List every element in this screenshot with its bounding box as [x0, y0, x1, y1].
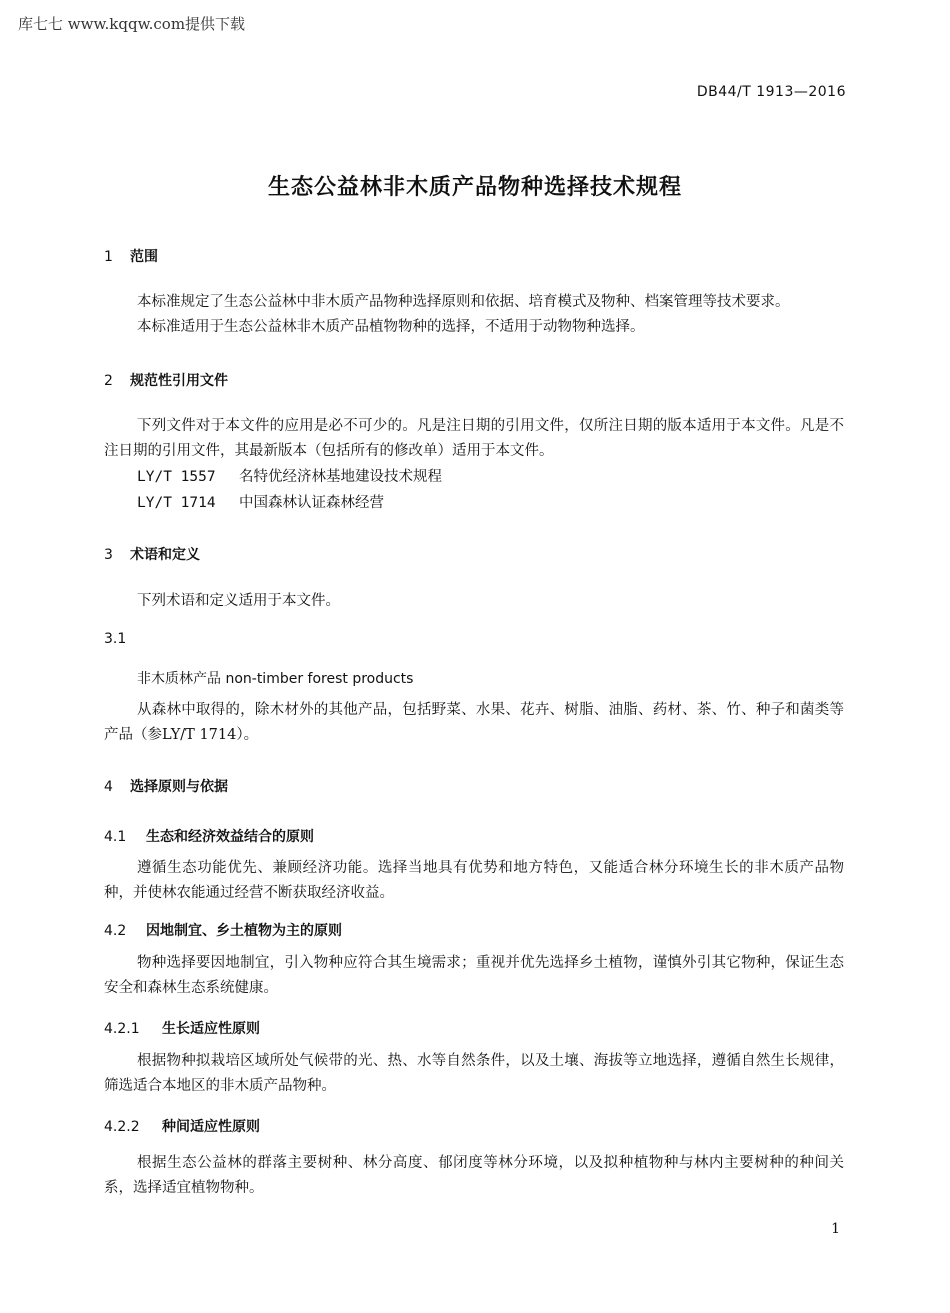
section-number: 1: [104, 249, 113, 265]
reference-name: 名特优经济林基地建设技术规程: [239, 469, 442, 485]
section-number: 2: [104, 373, 113, 389]
term-number: 3.1: [104, 631, 127, 647]
subsection-heading-4-2: [104, 920, 342, 940]
paragraph: 根据物种拟栽培区域所处气候带的光、热、水等自然条件，以及土壤、海拔等立地选择，遵循自然生长规律，筛选适合本地区的非木质产品物种。: [104, 1053, 844, 1094]
document-title: 生态公益林非木质产品物种选择技术规程: [267, 175, 682, 200]
page-number: 1: [831, 1221, 840, 1237]
section-heading-1: [104, 246, 158, 266]
section-title: 规范性引用文件: [130, 373, 228, 389]
reference-item: [137, 491, 384, 512]
subsection-heading-4-2-2: [104, 1116, 260, 1136]
document-number: DB44/T 1913—2016: [696, 84, 846, 100]
paragraph: 本标准适用于生态公益林非木质产品植物物种的选择，不适用于动物物种选择。: [137, 319, 645, 335]
paragraph: 本标准规定了生态公益林中非木质产品物种选择原则和依据、培育模式及物种、档案管理等技术要求。: [137, 294, 790, 310]
watermark: 库七七 www.kqqw.com提供下载: [18, 15, 246, 33]
subsection-number: 4.1: [104, 829, 127, 845]
section-heading-3: [104, 544, 200, 564]
term-definition: 从森林中取得的，除木材外的其他产品，包括野菜、水果、花卉、树脂、油脂、药材、茶、竹、种子和菌类等产品（参LY/T 1714）。: [104, 702, 844, 743]
subsection-number: 4.2: [104, 923, 127, 939]
subsection-heading-4-2-1: [104, 1018, 260, 1038]
paragraph: 遵循生态功能优先、兼顾经济功能。选择当地具有优势和地方特色，又能适合林分环境生长的非木质产品物种，并使林农能通过经营不断获取经济收益。: [104, 860, 844, 901]
subsection-number: 4.2.1: [104, 1021, 140, 1037]
paragraph: 物种选择要因地制宜，引入物种应符合其生境需求；重视并优先选择乡土植物，谨慎外引其它物种，保证生态安全和森林生态系统健康。: [104, 955, 844, 996]
subsection-number: 4.2.2: [104, 1119, 140, 1135]
reference-code: LY/T 1714: [137, 495, 216, 511]
subsection-title: 生态和经济效益结合的原则: [146, 829, 314, 845]
subsection-heading-4-1: [104, 826, 314, 846]
section-title: 范围: [130, 249, 158, 265]
reference-code: LY/T 1557: [137, 469, 216, 485]
term-title: 非木质林产品 non-timber forest products: [137, 671, 414, 687]
subsection-title: 种间适应性原则: [162, 1119, 260, 1135]
paragraph: 根据生态公益林的群落主要树种、林分高度、郁闭度等林分环境，以及拟种植物种与林内主要树种的种间关系，选择适宜植物物种。: [104, 1155, 844, 1196]
section-heading-2: [104, 370, 228, 390]
section-number: 4: [104, 779, 113, 795]
subsection-title: 因地制宜、乡土植物为主的原则: [146, 923, 342, 939]
section-title: 选择原则与依据: [130, 779, 228, 795]
reference-name: 中国森林认证森林经营: [239, 495, 384, 511]
reference-item: [137, 465, 442, 486]
paragraph: 下列文件对于本文件的应用是必不可少的。凡是注日期的引用文件，仅所注日期的版本适用于本文件。凡是不注日期的引用文件，其最新版本（包括所有的修改单）适用于本文件。: [104, 418, 844, 459]
section-title: 术语和定义: [130, 547, 200, 563]
section-number: 3: [104, 547, 113, 563]
subsection-title: 生长适应性原则: [162, 1021, 260, 1037]
section-heading-4: [104, 776, 228, 796]
paragraph: 下列术语和定义适用于本文件。: [137, 593, 340, 609]
